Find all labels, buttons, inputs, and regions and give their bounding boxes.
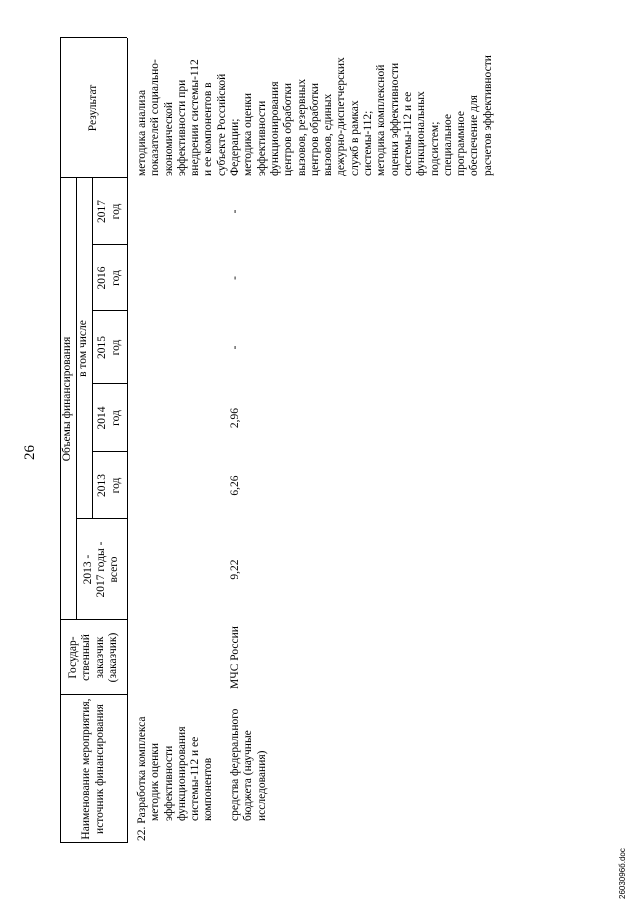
header-bottom-rule [127,38,128,843]
row-result: методика анализа показателей социально- экономической эффективности при внедрении системы-112 и ее компонентов в субъекте Российской Федерации; методика оценки эффективности функционирования центров обработки вызовов, резервных центров обработки вызовов, единых дежурно-диспетчерских служб в рамках системы-112; методика комплексной оценки эффективности системы-112 и ее функциональных подсистем; специальное программное обеспечение для расчетов эффективности [136,55,494,176]
row-2014: 2,96 [229,407,242,429]
row-total: 9,22 [229,559,242,580]
row-activity-name: 22. Разработка комплекса методик оценки эффективности функционирования системы-112 и ее компонентов [136,716,215,841]
row-customer: МЧС России [229,626,242,689]
header-year-2015: 2015 год [96,336,122,359]
footer-file-code: 2603096б.doc [618,848,627,899]
row-funding-source: средства федерального бюджета (научные исследования) [229,708,268,821]
row-2015: - [229,345,242,350]
row-2016: - [229,276,242,280]
header-year-2014: 2014 год [96,406,122,430]
row-2017: - [229,209,242,214]
header-name-source: Наименование мероприятия, источник финансирования [80,698,106,840]
header-including: в том числе [77,320,90,377]
header-year-2017: 2017 год [96,200,122,223]
header-result: Результат [86,84,99,132]
header-year-2013: 2013 год [96,474,122,497]
row-2013: 6,26 [229,475,242,496]
header-year-2016: 2016 год [96,266,122,290]
page-number: 26 [22,445,38,460]
header-customer: Государ- ственный заказчик (заказчик) [66,632,119,683]
header-total: 2013 - 2017 годы - всего [81,541,121,598]
header-financing: Объемы финансирования [61,336,74,462]
